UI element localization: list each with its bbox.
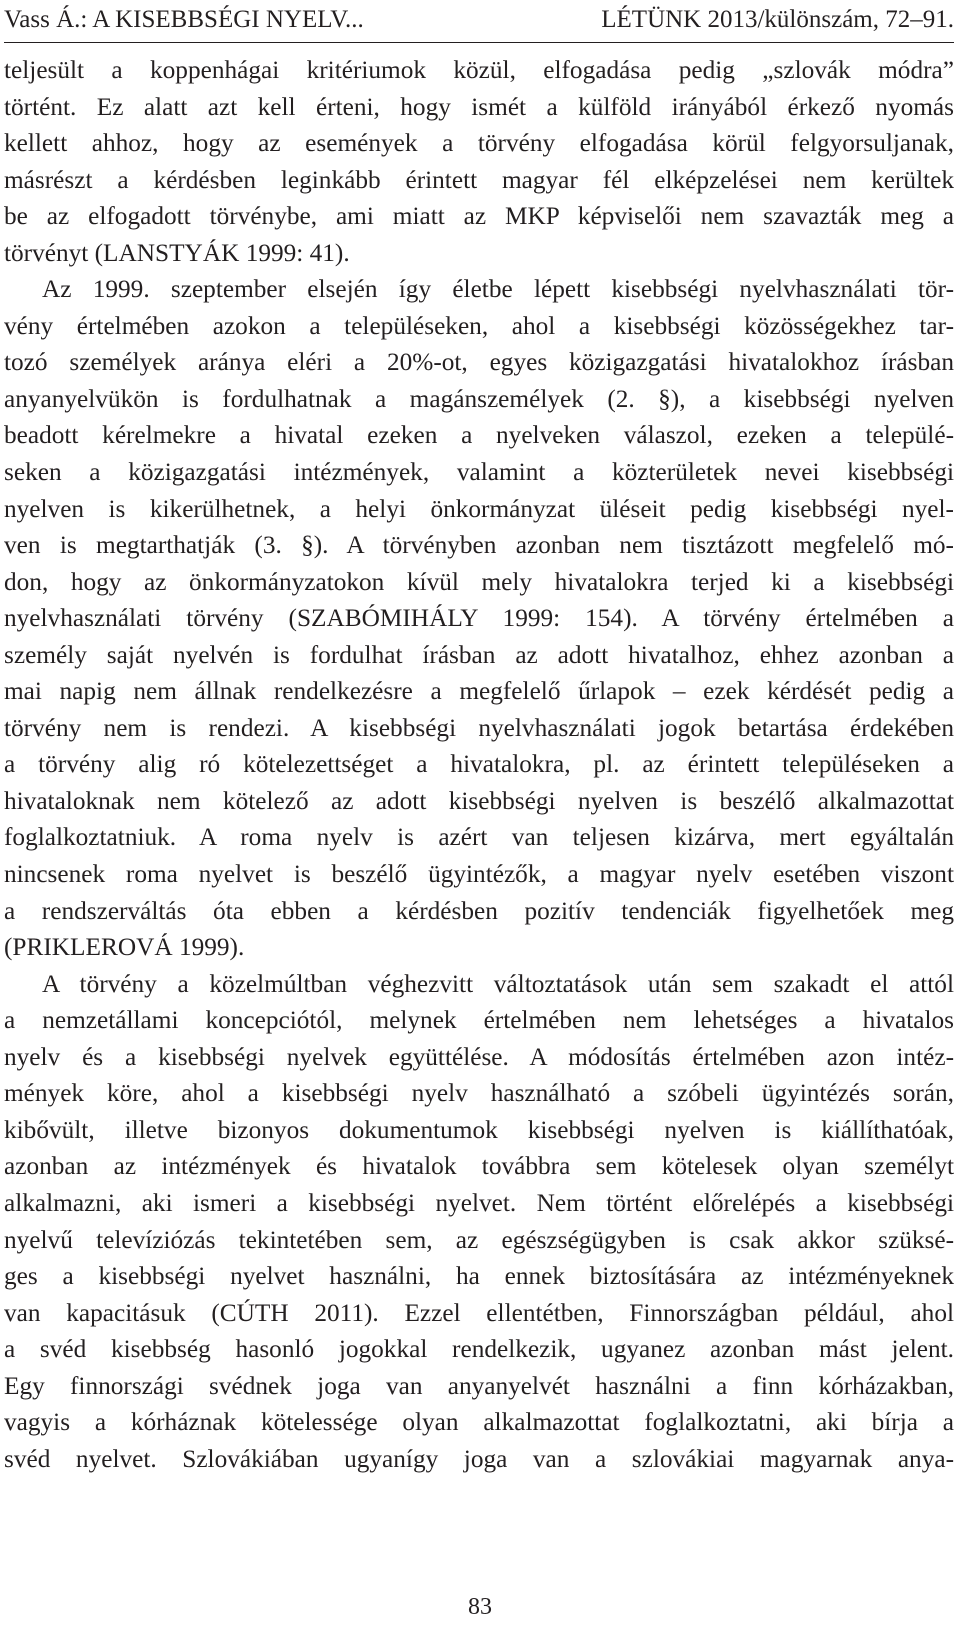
- text-line: a svéd kisebbség hasonló jogokkal rendelkezik, ugyanez azonban mást jelent.: [4, 1335, 954, 1364]
- paragraph: [4, 271, 954, 965]
- text-line: nyelven is kikerülhetnek, a helyi önkormányzat üléseit pedig kisebbségi nyel-: [4, 494, 954, 523]
- header-rule: [4, 42, 954, 43]
- text-line: nyelvhasználati törvény (SZABÓMIHÁLY 1999: 154). A törvény értelmében a: [4, 604, 954, 633]
- header-author-title: Vass Á.: A KISEBBSÉGI NYELV...: [4, 6, 364, 33]
- text-line: ven is megtarthatják (3. §). A törvényben azonban nem tisztázott megfelelő mó-: [4, 531, 954, 560]
- text-line: teljesült a koppenhágai kritériumok közül, elfogadása pedig „szlovák módra”: [4, 56, 954, 84]
- text-line: a törvény alig ró kötelezettséget a hivatalokra, pl. az érintett településeken a: [4, 750, 954, 779]
- text-line: nyelvű televíziózás tekintetében sem, az egészségügyben is csak akkor szüksé-: [4, 1225, 954, 1254]
- text-line: van kapacitásuk (CÚTH 2011). Ezzel ellentétben, Finnországban például, ahol: [4, 1298, 954, 1327]
- text-line: törvény nem is rendezi. A kisebbségi nyelvhasználati jogok betartása érdekében: [4, 713, 954, 742]
- text-line: mai napig nem állnak rendelkezésre a megfelelő űrlapok – ezek kérdését pedig a: [4, 677, 954, 706]
- text-line: nyelv és a kisebbségi nyelvek együttélése. A módosítás értelmében azon intéz-: [4, 1042, 954, 1071]
- text-line: seken a közigazgatási intézmények, valamint a közterületek nevei kisebbségi: [4, 458, 954, 487]
- text-line: a nemzetállami koncepciótól, melynek értelmében nem lehetséges a hivatalos: [4, 1006, 954, 1035]
- text-line: A törvény a közelmúltban véghezvitt változtatások után sem szakadt el attól: [42, 969, 954, 998]
- text-line: don, hogy az önkormányzatokon kívül mely hivatalokra terjed ki a kisebbségi: [4, 567, 954, 596]
- text-line: kellett ahhoz, hogy az események a törvény elfogadása körül felgyorsuljanak,: [4, 129, 954, 158]
- header-journal-info: LÉTÜNK 2013/különszám, 72–91.: [601, 6, 954, 33]
- text-line: beadott kérelmekre a hivatal ezeken a nyelveken válaszol, ezeken a települé-: [4, 421, 954, 450]
- text-line: alkalmazni, aki ismeri a kisebbségi nyelvet. Nem történt előrelépés a kisebbségi: [4, 1188, 954, 1217]
- text-line: a rendszerváltás óta ebben a kérdésben pozitív tendenciák figyelhetőek meg: [4, 896, 954, 925]
- text-line: vagyis a kórháznak kötelessége olyan alkalmazottat foglalkoztatni, aki bírja a: [4, 1408, 954, 1437]
- text-line: kibővült, illetve bizonyos dokumentumok kisebbségi nyelven is kiállíthatóak,: [4, 1115, 954, 1144]
- text-line: mények köre, ahol a kisebbségi nyelv használható a szóbeli ügyintézés során,: [4, 1079, 954, 1108]
- text-line: történt. Ez alatt azt kell érteni, hogy ismét a külföld irányából érkező nyomás: [4, 92, 954, 121]
- text-line: vény értelmében azokon a településeken, ahol a kisebbségi közösségekhez tar-: [4, 311, 954, 340]
- text-line: anyanyelvükön is fordulhatnak a magánszemélyek (2. §), a kisebbségi nyelven: [4, 384, 954, 413]
- page-number: 83: [468, 1594, 492, 1620]
- paragraph: [4, 52, 954, 271]
- text-line: (PRIKLEROVÁ 1999).: [4, 933, 245, 962]
- text-line: Egy finnországi svédnek joga van anyanyelvét használni a finn kórházakban,: [4, 1371, 954, 1400]
- text-line: be az elfogadott törvénybe, ami miatt az MKP képviselői nem szavazták meg a: [4, 202, 954, 231]
- paragraph: [4, 966, 954, 1478]
- text-line: törvényt (LANSTYÁK 1999: 41).: [4, 238, 350, 267]
- body-text: [4, 52, 954, 1477]
- text-line: azonban az intézmények és hivatalok továbbra sem kötelesek olyan személyt: [4, 1152, 954, 1181]
- text-line: ges a kisebbségi nyelvet használni, ha ennek biztosítására az intézményeknek: [4, 1262, 954, 1291]
- running-header: [4, 2, 954, 38]
- text-line: nincsenek roma nyelvet is beszélő ügyintézők, a magyar nyelv esetében viszont: [4, 860, 954, 889]
- text-line: svéd nyelvet. Szlovákiában ugyanígy joga van a szlovákiai magyarnak anya-: [4, 1444, 954, 1473]
- text-line: tozó személyek aránya eléri a 20%-ot, egyes közigazgatási hivatalokhoz írásban: [4, 348, 954, 377]
- text-line: foglalkoztatniuk. A roma nyelv is azért van teljesen kizárva, mert egyáltalán: [4, 823, 954, 852]
- text-line: személy saját nyelvén is fordulhat írásban az adott hivatalhoz, ehhez azonban a: [4, 640, 954, 669]
- text-line: hivataloknak nem kötelező az adott kisebbségi nyelven is beszélő alkalmazottat: [4, 786, 954, 815]
- text-line: másrészt a kérdésben leginkább érintett magyar fél elképzelései nem kerültek: [4, 165, 954, 194]
- text-line: Az 1999. szeptember elsején így életbe lépett kisebbségi nyelvhasználati tör-: [42, 275, 954, 304]
